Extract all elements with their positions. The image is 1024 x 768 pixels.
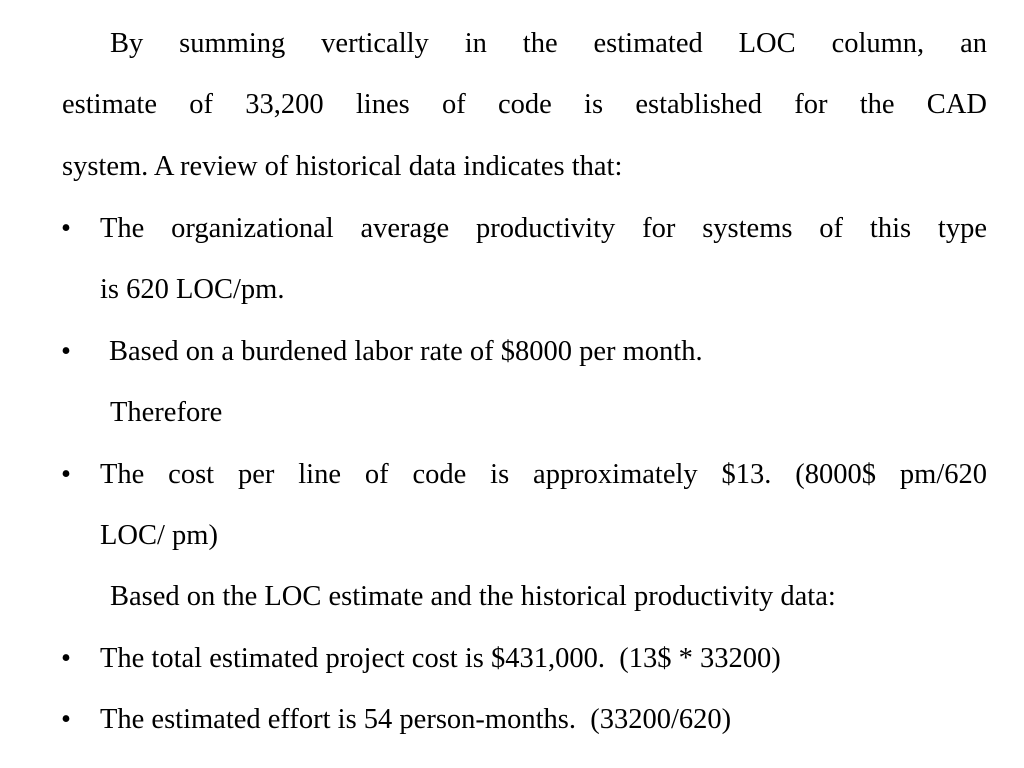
bullet-icon: • <box>61 459 71 490</box>
bullet-effort: The estimated effort is 54 person-months. (33200/620) <box>100 704 732 735</box>
therefore-text: Therefore <box>110 397 223 428</box>
bullet-icon: • <box>61 704 71 735</box>
bullet-total-cost: The total estimated project cost is $431,000. (13$ * 33200) <box>100 643 781 674</box>
bullet-productivity-line-1: The organizational average productivity for systems of this type <box>100 213 987 244</box>
bullet-icon: • <box>61 336 71 367</box>
intro-line-2: estimate of 33,200 lines of code is established for the CAD <box>62 89 987 120</box>
bullet-labor-rate: Based on a burdened labor rate of $8000 per month. <box>109 336 703 367</box>
bullet-productivity-line-2: is 620 LOC/pm. <box>100 274 285 305</box>
based-on-text: Based on the LOC estimate and the historical productivity data: <box>110 581 836 612</box>
bullet-icon: • <box>61 643 71 674</box>
bullet-cost-per-line-1: The cost per line of code is approximately $13. (8000$ pm/620 <box>100 459 987 490</box>
bullet-cost-per-line-2: LOC/ pm) <box>100 520 218 551</box>
bullet-icon: • <box>61 213 71 244</box>
intro-line-1: By summing vertically in the estimated LOC column, an <box>110 28 987 59</box>
intro-line-3: system. A review of historical data indicates that: <box>62 151 623 182</box>
